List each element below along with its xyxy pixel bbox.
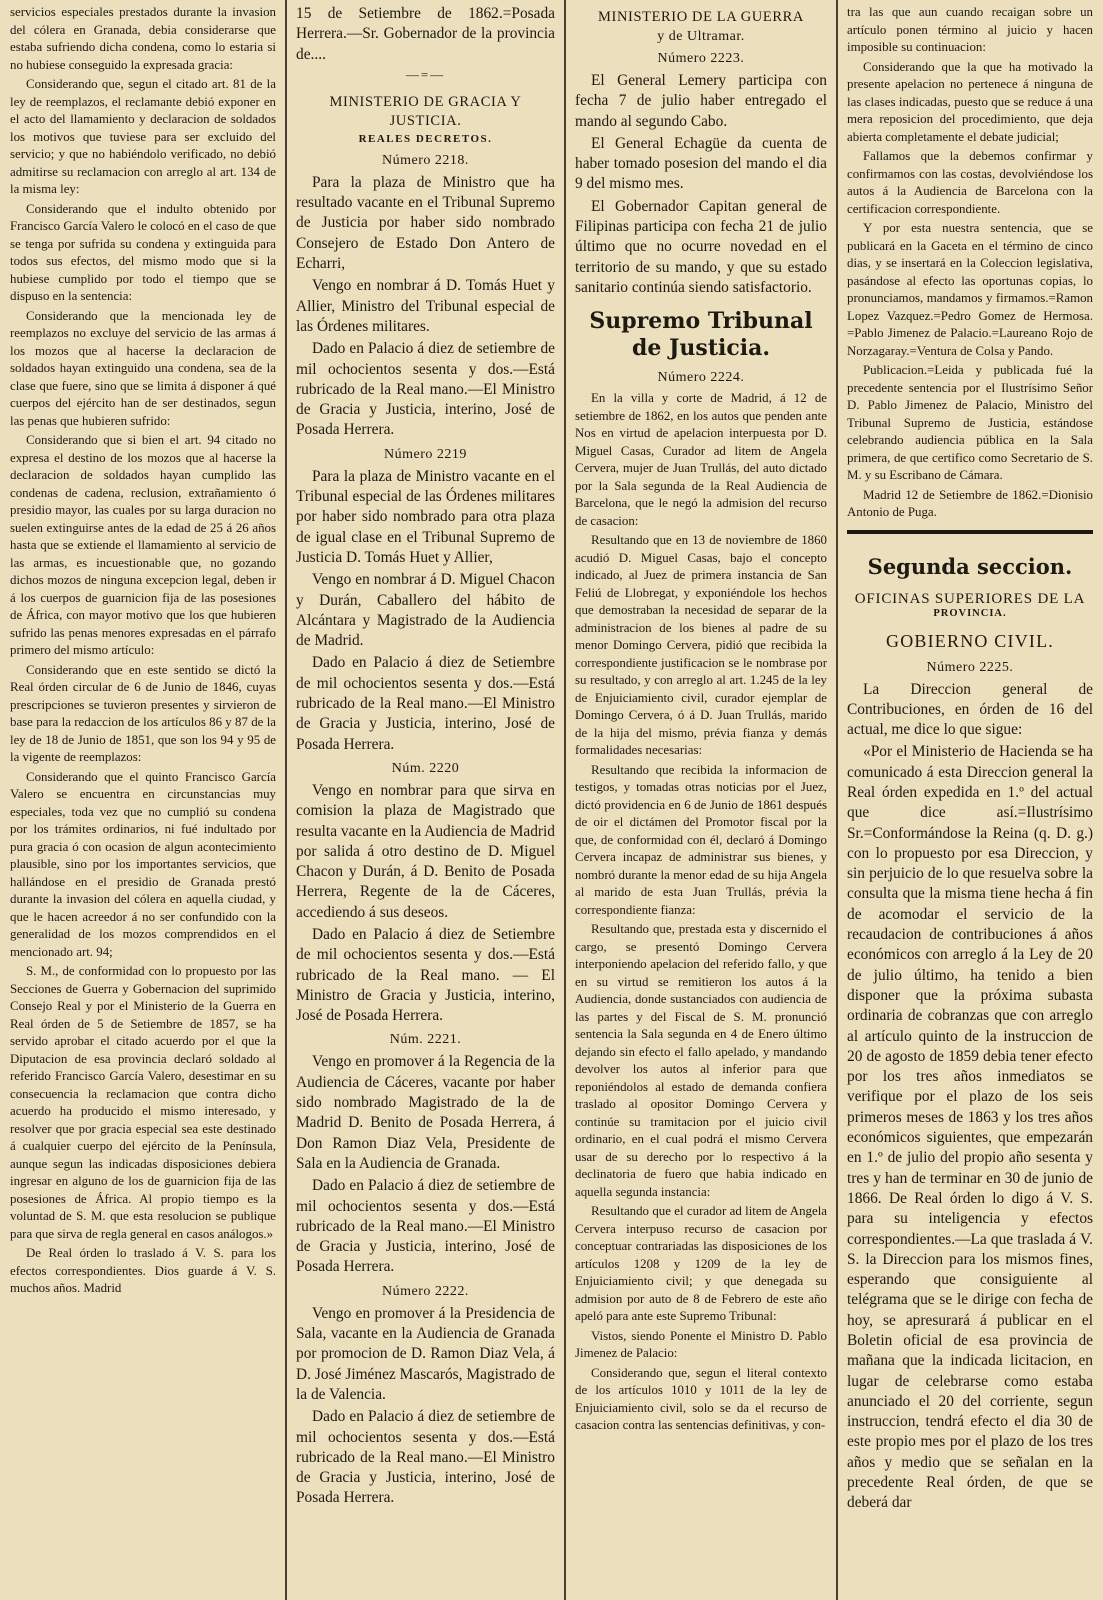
offices-heading: OFICINAS SUPERIORES DE LA: [854, 590, 1086, 607]
ministry-subheading: y de Ultramar.: [657, 29, 745, 44]
decree-number: Número 2222.: [382, 1283, 469, 1299]
decree-number: Número 2218.: [382, 152, 469, 168]
paragraph: Vengo en promover á la Regencia de la Audiencia de Cáceres, vacante por haber sido nombrado Magistrado de la de Madrid D. Benito de Posada Herrera, á Don Ramon Diaz Vela, Presidente de Sala en la Audiencia de Granada.: [296, 1053, 555, 1172]
paragraph: «Por el Ministerio de Hacienda se ha comunicado á esta Direccion general la Real órden expedida en 1.º del actual que dice así.=Ilustrísimo Sr.=Conformándose la Reina (q. D. g.) con lo propuesto por esa Direccion, y sin perjuicio de lo que resuelva sobre la consulta que la misma tiene hecha á fin de acomodar el servicio de la recaudacion de contribuciones á años económicos con arreglo á la Ley de 20 de julio último, ha tenido a bien disponer que la próxima subasta ordinaria de cobranzas que con arreglo al artículo quinto de la instruccion de 20 de agosto de 1859 debia tener efecto por los tres años inmediatos se verifique por el plazo de los seis primeros meses de 1863 y los tres años económicos siguientes, que empezarán en 1.º de julio del propio año sesenta y tres y han de terminar en 30 de junio de 1866. De Real órden lo digo á V. S. para su inteligencia y efectos correspondientes.—La que traslada á V. S. la Direccion para los mismos fines, esperando que consiguiente al telégrama que se le dirige con fecha de hoy, se apresurará á publicar en el Boletin oficial de esa provincia de mañana que la indicada licitacion, en lugar de celebrarse como estaba anunciado el 20 del corriente, segun instruccion, tendrá efecto el dia 30 de este propio mes por el plazo de los tres años y medio que se señalan en la precedente Real órden, de que se deberá dar: [847, 743, 1093, 1512]
decree-number: Número 2225.: [926, 659, 1014, 675]
decree-number: Núm. 2220: [391, 760, 460, 776]
section-divider: [847, 530, 1093, 534]
paragraph: Vengo en nombrar á D. Miguel Chacon y Durán, Caballero del hábito de Alcántara y Magistrado de la Audiencia de Madrid.: [296, 571, 555, 650]
paragraph: El General Echagüe da cuenta de haber tomado posesion del mando el dia 9 del mismo mes.: [575, 134, 827, 193]
paragraph: Para la plaza de Ministro vacante en el Tribunal especial de las Órdenes militares por haber sido nombrado para otra plaza de igual clase en el Tribunal Supremo de Justicia D. Tomás Huet y Allier,: [296, 467, 555, 566]
decrees-heading: REALES DECRETOS.: [358, 132, 493, 145]
paragraph: Considerando que en este sentido se dictó la Real órden circular de 6 de Junio de 1846, cuyas prescripciones se tuvieron presentes y sirvieron de base para la redaccion de los artículos 86 y 87 de la ley de 18 de Junio de 1851, que son los 94 y 95 de la vigente de reemplazos:: [10, 662, 276, 764]
separator: —=—: [405, 66, 446, 82]
paragraph: Dado en Palacio á diez de setiembre de mil ochocientos sesenta y dos.—Está rubricado de la Real mano.—El Ministro de Gracia y Justicia, interino, José de Posada Herrera.: [296, 1177, 555, 1276]
decree-number: Número 2219: [384, 446, 467, 462]
ministry-heading: MINISTERIO DE LA GUERRA: [598, 9, 804, 25]
paragraph: El General Lemery participa con fecha 7 de julio haber entregado el mando al segundo Cabo.: [575, 72, 827, 130]
paragraph: Considerando que, segun el literal contexto de los artículos 1010 y 1011 de la ley de Enjuiciamiento civil, solo se da el recurso de casacion contra las sentencias definitivas, y con-: [575, 1365, 827, 1433]
paragraph: Publicacion.=Leida y publicada fué la precedente sentencia por el Ilustrísimo Señor D. Pablo Jimenez de Palacio, Ministro del Tribunal Supremo de Justicia, estándose celebrando audiencia pública en la Sala primera, de que certifico como Secretario de S. M. y su Escribano de Cámara.: [847, 363, 1093, 482]
paragraph: servicios especiales prestados durante la invasion del cólera en Granada, debia considerarse que estaba sufriendo dicha condena, como lo estaria si no hubiese conseguido la expresada gracia:: [10, 5, 276, 72]
column-1: [0, 0, 286, 1600]
paragraph: Vengo en promover á la Presidencia de Sala, vacante en la Audiencia de Granada por promocion de D. Ramon Diaz Vela, á D. José Jiménez Mascarós, Magistrado de la de Valencia.: [296, 1304, 555, 1403]
ministry-heading: MINISTERIO DE GRACIA Y JUSTICIA.: [329, 93, 522, 129]
paragraph: Dado en Palacio á diez de Setiembre de mil ochocientos sesenta y dos.—Está rubricado de la Real mano.—El Ministro de Gracia y Justicia, interino, José de Posada Herrera.: [296, 654, 555, 753]
paragraph: Resultando que el curador ad litem de Angela Cervera interpuso recurso de casacion por conceptuar contrariadas las disposiciones de los artículos 1208 y 1209 de la ley de Enjuiciamiento civil; y que denegada su admision por auto de 8 de Febrero de este año apeló para ante este Supremo Tribunal:: [575, 1204, 827, 1324]
paragraph: Vengo en nombrar para que sirva en comision la plaza de Magistrado que resulta vacante en la Audiencia de Madrid por salida á otro destino de D. Miguel Chacon y Durán, á D. Benito de Posada Herrera, Regente de la de Cáceres, accediendo á sus deseos.: [296, 781, 555, 921]
paragraph: tra las que aun cuando recaigan sobre un artículo ponen término al juicio y hacen imposible su continuacion:: [847, 5, 1093, 54]
paragraph: Considerando que la que ha motivado la presente apelacion no pertenece á ninguna de las clases indicadas, puesto que se reduce á una mera reposicion del procedimiento, que deja abierta completamente el debate judicial;: [847, 59, 1093, 144]
paragraph: Y por esta nuestra sentencia, que se publicará en la Gaceta en el término de cinco dias, y se insertará en la Coleccion legislativa, pasándose al efecto las oportunas copias, lo pronunciamos, mandamos y firmamos.=Ramon Lopez Vazquez.=Pedro Gomez de Hermosa. =Pablo Jimenez de Palacio.=Laureano Rojo de Norzagaray.=Ventura de Colsa y Pando.: [847, 221, 1093, 358]
tribunal-heading: Supremo Tribunal de Justicia.: [589, 308, 813, 362]
decree-number: Número 2224.: [657, 370, 745, 386]
paragraph: De Real órden lo traslado á V. S. para los efectos correspondientes. Dios guarde á V. S. muchos años. Madrid: [10, 1246, 276, 1295]
province-heading: PROVINCIA.: [933, 607, 1007, 619]
paragraph: Dado en Palacio á diez de setiembre de mil ochocientos sesenta y dos.—Está rubricado de la Real mano.—El Ministro de Gracia y Justicia, interino, José de Posada Herrera.: [296, 1408, 555, 1507]
section-heading: Segunda seccion.: [867, 553, 1073, 579]
paragraph: Dado en Palacio á diez de setiembre de mil ochocientos sesenta y dos.—Está rubricado de la Real mano.—El Ministro de Gracia y Justicia, interino, José de Posada Herrera.: [296, 340, 555, 439]
paragraph: Dado en Palacio á diez de Setiembre de mil ochocientos sesenta y dos.—Está rubricado de la Real mano. — El Ministro de Gracia y Justicia, interino, José de Posada Herrera.: [296, 925, 555, 1025]
paragraph: Para la plaza de Ministro que ha resultado vacante en el Tribunal Supremo de Justicia por haber sido nombrado Consejero de Estado Don Antero de Echarri,: [296, 173, 555, 273]
gobierno-heading: GOBIERNO CIVIL.: [886, 630, 1054, 651]
paragraph: En la villa y corte de Madrid, á 12 de setiembre de 1862, en los autos que penden ante Nos en virtud de apelacion interpuesta por D. Miguel Casas, Curador ad litem de Angela Cervera, mujer de Juan Trullás, del auto dictado por la Sala segunda de la Real Audiencia de Barcelona, que le negó la admision del recurso de casacion:: [575, 391, 827, 528]
paragraph: Considerando que la mencionada ley de reemplazos no excluye del servicio de las armas á los mozos que al hacerse la declaracion de soldados hayan extinguido una condena, sea de la clase que fuere, sino que se limita á disponer á qué cuerpos del ejército han de ser destinados, segun las penas que hubieren sufrido:: [10, 308, 276, 428]
column-2: [286, 0, 565, 1600]
paragraph: Vistos, siendo Ponente el Ministro D. Pablo Jimenez de Palacio:: [575, 1328, 827, 1361]
paragraph: Resultando que recibida la informacion de testigos, y tomadas otras noticias por el Juez, dictó providencia en 6 de Junio de 1861 después de oir el dictámen del Promotor fiscal por la que, de conformidad con él, declaró á Domingo Cervera incapaz de administrar sus bienes, y nombró durante la menor edad de su hija Angela al marido de esta Juan Trullás, prévia la correspondiente fianza:: [575, 762, 827, 917]
decree-number: Número 2223.: [657, 51, 745, 66]
paragraph: Resultando que, prestada esta y discernido el cargo, se presentó Domingo Cervera interponiendo apelacion del referido fallo, y que en su virtud se remitieron los autos á la Audiencia, donde sustanciados con audiencia de las partes y del Fiscal de S. M. pronunció sentencia la Sala segunda en 4 de Enero último dejando sin efecto el fallo apelado, y mandando devolver los autos al inferior para que reponiéndolos al estado de demanda confiera traslado al opositor Domingo Cervera y continúe su tramitacion por el juicio civil ordinario, en el cual podrá el mismo Cervera usar de su derecho por lo respectivo á la declinatoria de fuero que habia indicado en aquella segunda instancia:: [575, 922, 827, 1199]
paragraph: Vengo en nombrar á D. Tomás Huet y Allier, Ministro del Tribunal especial de las Órdenes militares.: [296, 277, 555, 335]
paragraph: El Gobernador Capitan general de Filipinas participa con fecha 21 de julio último que no ocurre novedad en el territorio de su mando, y que su estado sanitario continúa siendo satisfactorio.: [575, 197, 827, 296]
paragraph: Considerando que el quinto Francisco García Valero se encuentra en circunstancias muy especiales, toda vez que no cumplió su condena por los trámites ordinarios, ni fué indultado por pura gracia ó con ocasion de algun acontecimiento plausible, sino por los importantes servicios, que hallándose en el presidio de Granada prestó durante la invasion del cólera en aquella ciudad, y que le hacen acreedor á no ser confundido con la generalidad de los mozos comprendidos en el mencionado art. 94;: [10, 769, 276, 959]
decree-number: Núm. 2221.: [389, 1032, 462, 1048]
paragraph: La Direccion general de Contribuciones, en órden de 16 del actual, me dice lo que sigue:: [847, 680, 1093, 739]
paragraph: Resultando que en 13 de noviembre de 1860 acudió D. Miguel Casas, bajo el concepto indicado, al Juez de primera instancia de San Feliú de Llobregat, y exponiéndole los hechos que demostraban la necesidad de separar de la administracion de los bienes al padre de su menor Domingo Cervera, pidió que recibida la correspondiente justificacion se le nombrase por su resultado, y con arreglo al art. 1.245 de la ley de Enjuiciamiento civil, curador ejemplar de Domingo Cervera, ó á D. Juan Trullás, marido de la hija del mismo, prévia fianza y demás formalidades necesarias:: [575, 533, 827, 758]
paragraph: Considerando que si bien el art. 94 citado no expresa el destino de los mozos que al hacerse la declaracion de soldados hayan cumplido las condenas de cadena, reclusion, extrañamiento ó presidio mayor, las cuales por su larga duracion no suelen extinguirse antes de la edad de 25 á 26 años hasta que se extiende el llamamiento al servicio de las armas, es incuestionable que, no gozando dichos mozos de ninguna excepcion legal, deben ir á los cuerpos de guarnicion fija de las posesiones de África, con mayor motivo que los que hubieren sufrido las penas menores expresadas en el párrafo primero del mismo artículo:: [10, 433, 276, 657]
paragraph: Madrid 12 de Setiembre de 1862.=Dionisio Antonio de Puga.: [847, 487, 1093, 519]
paragraph: Considerando que, segun el citado art. 81 de la ley de reemplazos, el reclamante debió exponer en el acto del llamamiento y declaracion de soldados los motivos que tuviese para ser excluido del servicio; y que no habiéndolo verificado, no debió admitirse su reclamacion con arreglo al art. 134 de la misma ley:: [10, 77, 276, 196]
paragraph: Fallamos que la debemos confirmar y confirmamos con las costas, devolviéndose los autos á la Audiencia de Barcelona con la certificacion correspondiente.: [847, 149, 1093, 216]
paragraph: Considerando que el indulto obtenido por Francisco García Valero le colocó en el caso de que se tenga por sufrida su condena y extinguida para todos sus efectos, del mismo modo que si la hubiese cumplido por todo el tiempo que se dispuso en la sentencia:: [10, 201, 276, 303]
paragraph: 15 de Setiembre de 1862.=Posada Herrera.—Sr. Gobernador de la provincia de....: [296, 5, 555, 63]
paragraph: S. M., de conformidad con lo propuesto por las Secciones de Guerra y Gobernacion del suprimido Consejo Real y por el Ministerio de la Guerra en Real órden de 5 de Setiembre de 1857, se ha servido aprobar el citado acuerdo por el que la Diputacion de esa provincia declaró soldado al referido Francisco García Valero, desestimar en su consecuencia la reclamacion que contra dicho acuerdo ha producido el mismo interesado, y resolver que por gracia especial sea este destinado á cualquier cuerpo del ejército de la Península, aunque segun las indicadas disposiciones debiera ingresar en alguno de los de guarnicion fija de las posesiones de África. Al propio tiempo es la voluntad de S. M. que esta resolucion se publique para que sirva de regla general en casos análogos.»: [10, 964, 276, 1241]
column-4: [837, 0, 1103, 1600]
column-3: [565, 0, 837, 1600]
